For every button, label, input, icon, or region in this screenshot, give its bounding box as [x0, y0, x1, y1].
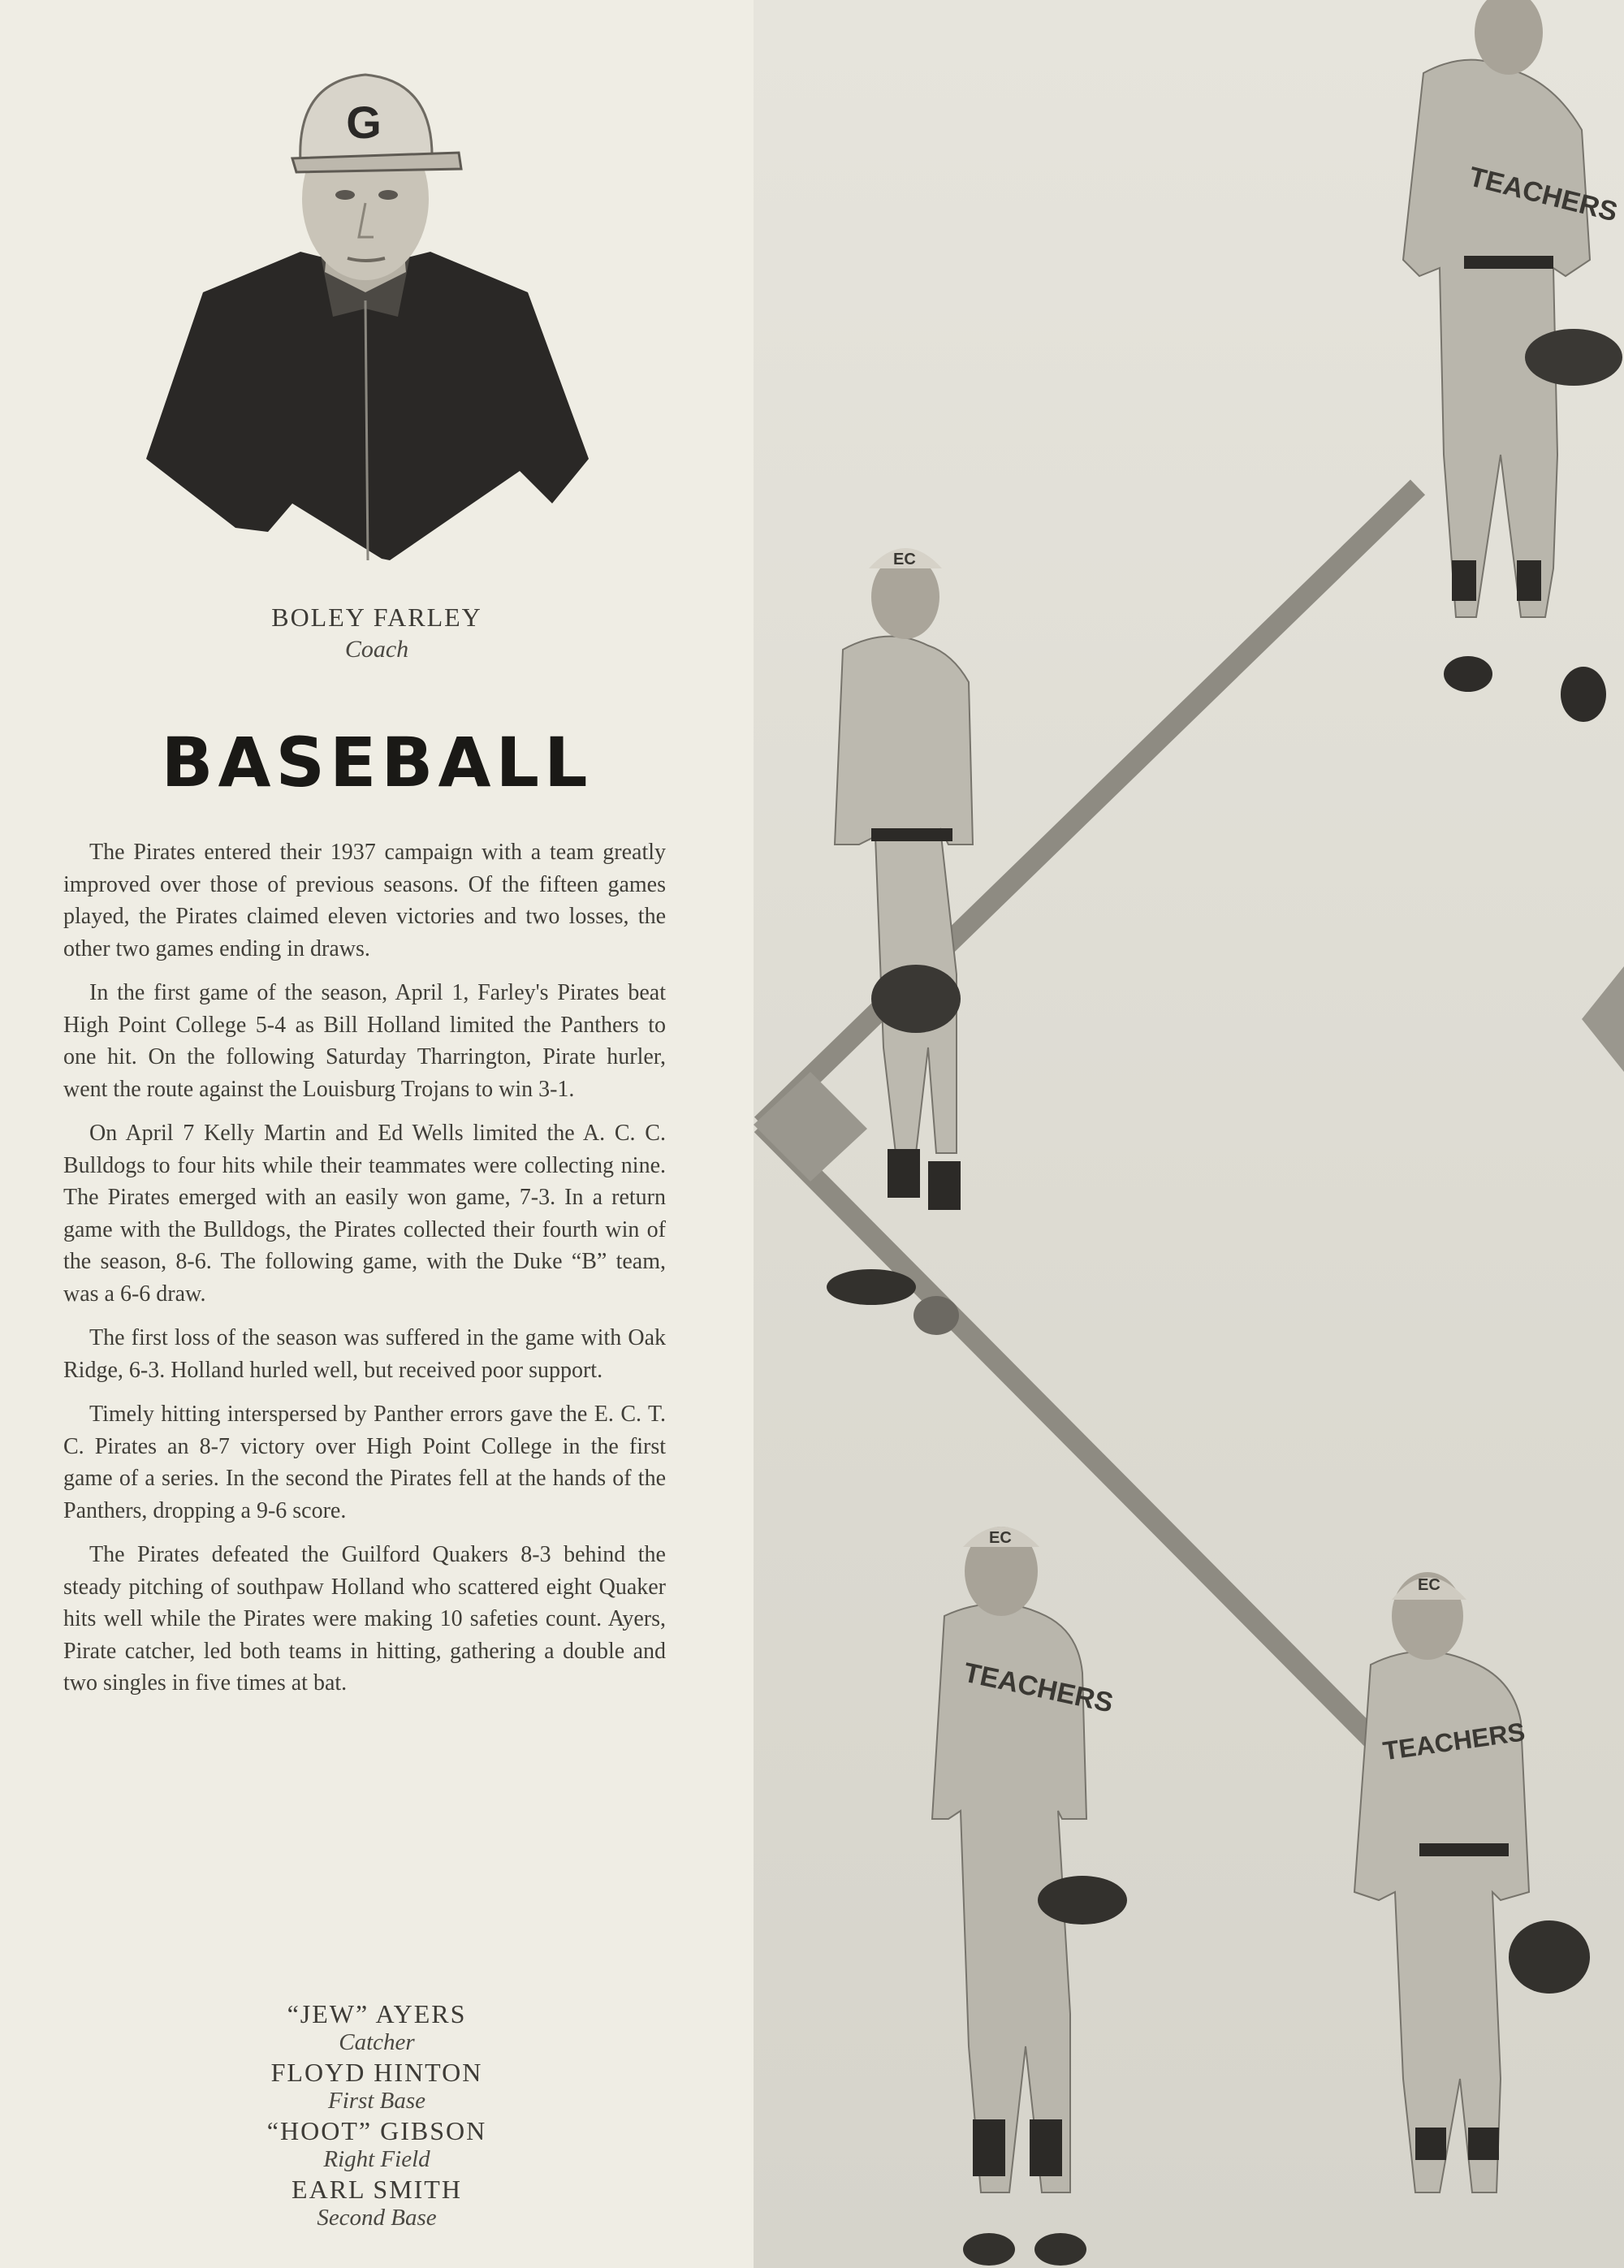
player-name: “HOOT” GIBSON	[266, 2116, 487, 2145]
player-position: Catcher	[339, 2029, 415, 2055]
article-body	[63, 836, 666, 1712]
player-cap-lettering: EC	[989, 1529, 1012, 1547]
jersey-lettering: TEACHERS	[961, 1657, 1116, 1719]
article-paragraph: The first loss of the season was suffered in the game with Oak Ridge, 6-3. Holland hurled well, but received poor support.	[63, 1325, 666, 1383]
team-photo	[754, 0, 1624, 2268]
coach-role: Coach	[344, 636, 409, 663]
player-figure-top-right	[1403, 0, 1622, 722]
jersey-lettering: TEACHERS	[1466, 161, 1621, 228]
player-name: FLOYD HINTON	[270, 2058, 483, 2087]
text-column	[0, 0, 754, 2268]
coach-cap-letter: G	[346, 97, 382, 148]
coach-portrait-photo	[138, 49, 593, 568]
player-figure-bottom-right	[1354, 1572, 1590, 2192]
player-position: Right Field	[323, 2146, 430, 2172]
coach-caption	[0, 603, 754, 663]
player-figure-bottom-left	[932, 1527, 1127, 2266]
article-paragraph: The Pirates entered their 1937 campaign with a team greatly improved over those of previous seasons. Of the fifteen games played, the Pirates claimed eleven victories and two losses, the other two games ending in draws.	[63, 840, 666, 961]
page-title: BASEBALL	[161, 723, 593, 802]
article-paragraph: Timely hitting interspersed by Panther errors gave the E. C. T. C. Pirates an 8-7 victory over High Point College in the first game of a series. In the second the Pirates fell at the hands of the Panthers, dropping a 9-6 score.	[63, 1402, 666, 1523]
player-position: Second Base	[317, 2205, 437, 2231]
article-paragraph: The Pirates defeated the Guilford Quakers 8-3 behind the steady pitching of southpaw Holland who scattered eight Quaker hits well while the Pirates were making 10 safeties count. Ayers, Pirate catcher, led both teams in hitting, gathering a double and two singles in five times at bat.	[63, 1542, 666, 1696]
article-paragraph: In the first game of the season, April 1, Farley's Pirates beat High Point College 5-4 as Bill Holland limited the Panthers to one hit. On the following Saturday Tharrington, Pirate hurler, went the route against the Louisburg Trojans to win 3-1.	[63, 980, 666, 1102]
player-name: EARL SMITH	[292, 2175, 462, 2204]
player-position: First Base	[327, 2088, 426, 2114]
article-paragraph: On April 7 Kelly Martin and Ed Wells limited the A. C. C. Bulldogs to four hits while their teammates were collecting nine. The Pirates emerged with an easily won game, 7-3. In a return game with the Bulldogs, the Pirates collected their fourth win of the season, 8-6. The following game, with the Duke “B” team, was a 6-6 draw.	[63, 1121, 666, 1307]
player-cap-lettering: EC	[1418, 1576, 1440, 1594]
coach-name: BOLEY FARLEY	[271, 603, 482, 632]
player-roster	[0, 1999, 754, 2233]
jersey-lettering: TEACHERS	[1380, 1717, 1527, 1766]
team-photo-column	[754, 0, 1624, 2268]
player-cap-lettering: EC	[893, 551, 916, 568]
player-name: “JEW” AYERS	[287, 1999, 467, 2028]
